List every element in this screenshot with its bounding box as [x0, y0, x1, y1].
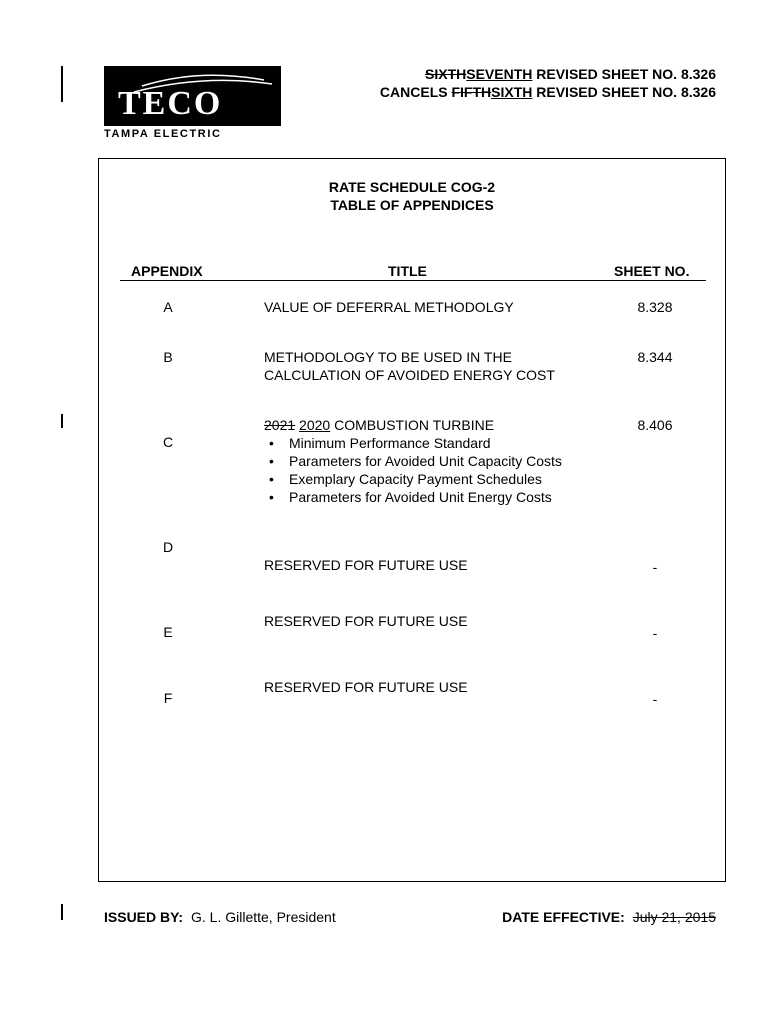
appendix-e-title: RESERVED FOR FUTURE USE	[264, 613, 468, 629]
appendix-b-letter: B	[163, 349, 173, 365]
appendix-e-letter: E	[163, 624, 173, 640]
issued-by	[104, 909, 336, 925]
appendix-f-sheet: -	[652, 691, 658, 707]
inserted-year: 2020	[299, 417, 331, 433]
column-header-appendix: APPENDIX	[131, 263, 203, 279]
appendix-f-title: RESERVED FOR FUTURE USE	[264, 679, 468, 695]
teco-logo-graphic	[104, 66, 281, 126]
appendix-d-letter: D	[162, 539, 174, 555]
logo-wordmark: TECO	[118, 85, 223, 122]
inserted-cancel-revision: SIXTH	[491, 84, 533, 100]
date-effective-value: July 21, 2015	[632, 909, 716, 925]
column-header-sheet-no: SHEET NO.	[614, 263, 690, 279]
appendix-c-bullet-list	[264, 434, 562, 506]
appendix-f-letter: F	[163, 690, 173, 706]
inserted-revision: SEVENTH	[466, 66, 533, 82]
cancels-sheet-line	[380, 84, 716, 100]
list-item: • Exemplary Capacity Payment Schedules	[264, 470, 562, 488]
table-title: TABLE OF APPENDICES	[330, 197, 494, 213]
struck-cancel-revision: FIFTH	[451, 84, 492, 100]
appendix-b-title-line2: CALCULATION OF AVOIDED ENERGY COST	[264, 367, 555, 383]
issued-by-label: ISSUED BY:	[104, 909, 184, 925]
appendix-a-sheet: 8.328	[637, 299, 673, 315]
list-item: • Parameters for Avoided Unit Energy Costs	[264, 488, 562, 506]
struck-year: 2021	[264, 417, 296, 433]
list-item: • Minimum Performance Standard	[264, 434, 562, 452]
column-header-title: TITLE	[388, 263, 427, 279]
appendix-b-title-line1: METHODOLOGY TO BE USED IN THE	[264, 349, 512, 365]
appendix-d-sheet: -	[652, 559, 658, 575]
appendix-a-letter: A	[163, 299, 173, 315]
change-bar-appendix-c	[61, 414, 63, 428]
teco-logo	[104, 66, 281, 126]
date-effective	[502, 909, 716, 925]
appendix-c-title-rest: COMBUSTION TURBINE	[330, 417, 495, 433]
change-bar-footer	[61, 904, 63, 920]
company-name: TAMPA ELECTRIC	[104, 128, 222, 140]
appendix-b-sheet: 8.344	[637, 349, 673, 365]
appendix-e-sheet: -	[652, 625, 658, 641]
struck-revision: SIXTH	[425, 66, 467, 82]
revised-sheet-line	[425, 66, 716, 82]
date-effective-label: DATE EFFECTIVE:	[502, 909, 625, 925]
header-rule	[120, 280, 706, 281]
appendix-a-title: VALUE OF DEFERRAL METHODOLGY	[264, 299, 514, 315]
issued-by-value: G. L. Gillette, President	[190, 909, 336, 925]
appendix-c-letter: C	[162, 434, 174, 450]
appendix-c-sheet: 8.406	[637, 417, 673, 433]
cancels-sheet-rest: REVISED SHEET NO. 8.326	[532, 84, 716, 100]
schedule-title: RATE SCHEDULE COG-2	[328, 179, 496, 195]
appendix-c-title	[264, 416, 494, 434]
list-item: • Parameters for Avoided Unit Capacity Costs	[264, 452, 562, 470]
appendix-d-title: RESERVED FOR FUTURE USE	[264, 557, 468, 573]
change-bar-header	[61, 66, 63, 102]
cancels-prefix: CANCELS	[379, 84, 452, 100]
revised-sheet-rest: REVISED SHEET NO. 8.326	[532, 66, 716, 82]
